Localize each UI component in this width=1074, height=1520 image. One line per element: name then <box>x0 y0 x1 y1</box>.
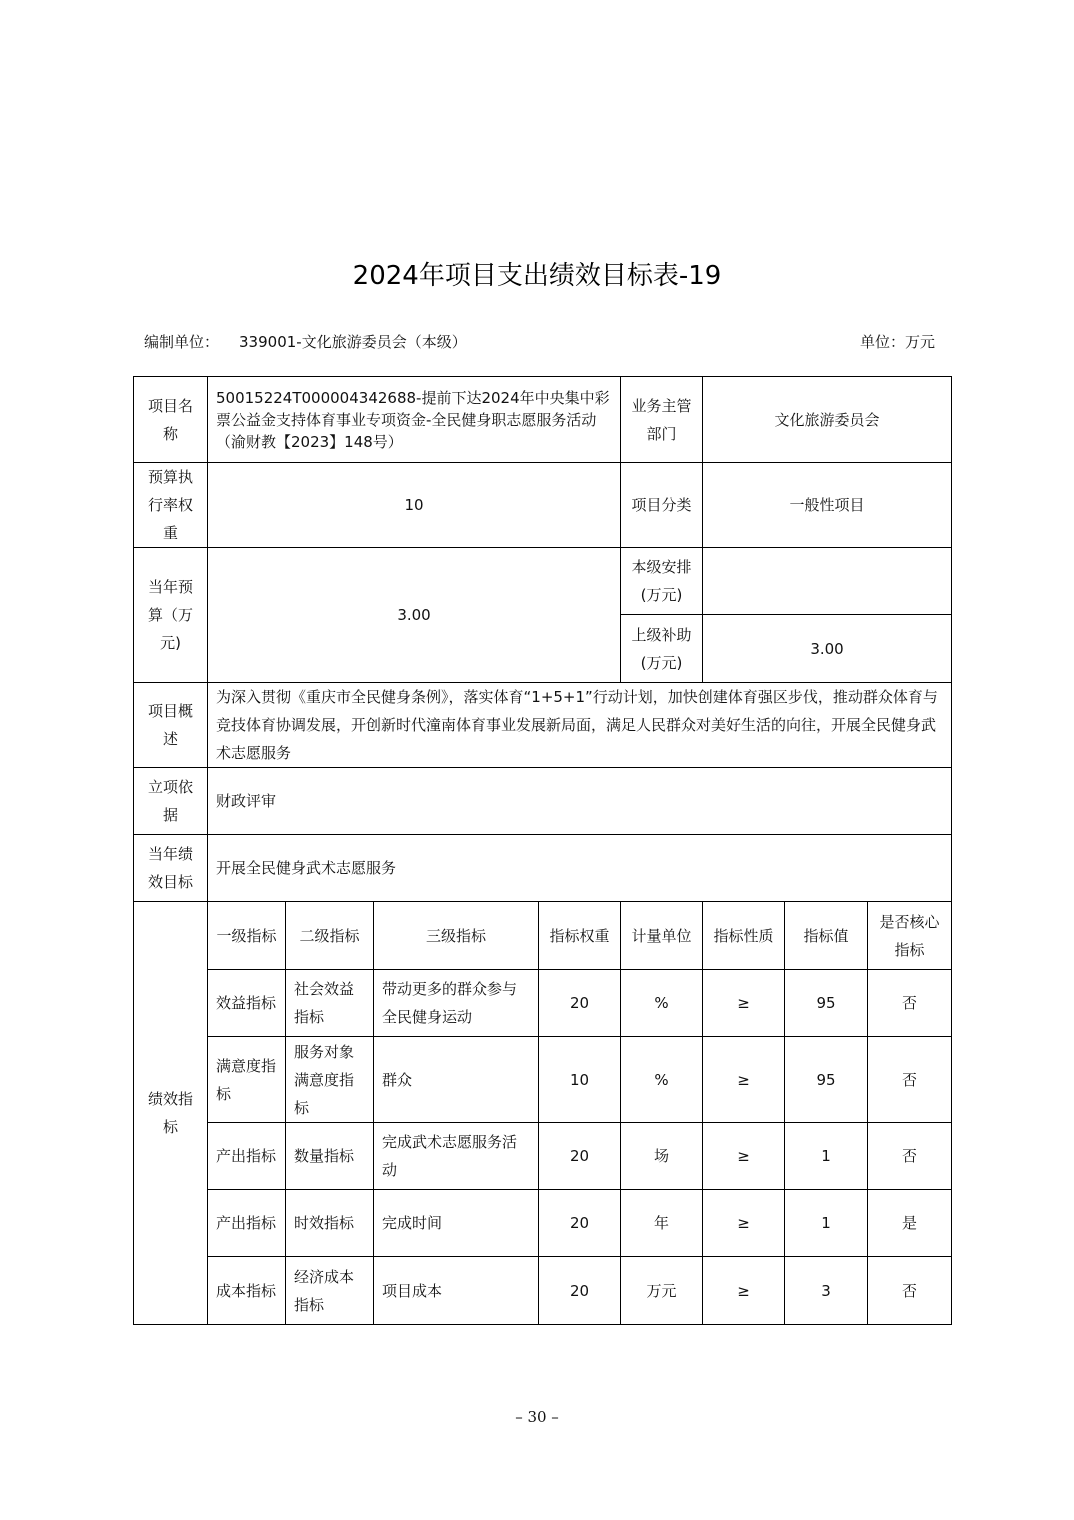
compiling-unit <box>144 331 467 353</box>
core-cell: 否 <box>868 1123 952 1190</box>
level2-cell: 时效指标 <box>286 1190 374 1257</box>
row-annual-budget <box>134 548 952 615</box>
category-value: 一般性项目 <box>703 463 952 548</box>
performance-indicators-label: 绩效指标 <box>134 902 208 1325</box>
header-level1: 一级指标 <box>208 902 286 970</box>
header-weight: 指标权重 <box>539 902 621 970</box>
weight-cell: 20 <box>539 1123 621 1190</box>
page-title: 2024年项目支出绩效目标表-19 <box>352 261 722 291</box>
row-basis <box>134 768 952 835</box>
row-budget-weight <box>134 463 952 548</box>
level1-cell: 满意度指标 <box>208 1037 286 1123</box>
dept-value: 文化旅游委员会 <box>703 377 952 463</box>
value-cell: 95 <box>785 970 868 1037</box>
header-unit: 计量单位 <box>621 902 703 970</box>
level1-cell: 成本指标 <box>208 1257 286 1325</box>
value-cell: 3 <box>785 1257 868 1325</box>
local-arrangement-label: 本级安排(万元) <box>621 548 703 615</box>
overview-value: 为深入贯彻《重庆市全民健身条例》，落实体育“1+5+1”行动计划，加快创建体育强区步伐，推动群众体育与竞技体育协调发展，开创新时代潼南体育事业发展新局面，满足人民群众对美好生活的向往，开展全民健身武术志愿服务 <box>208 683 952 768</box>
table-row <box>134 1123 952 1190</box>
unit-cell: 万元 <box>621 1257 703 1325</box>
level1-cell: 效益指标 <box>208 970 286 1037</box>
unit-cell: % <box>621 970 703 1037</box>
currency-unit: 单位：万元 <box>860 333 936 351</box>
weight-cell: 20 <box>539 1257 621 1325</box>
weight-cell: 20 <box>539 970 621 1037</box>
level3-cell: 群众 <box>374 1037 539 1123</box>
core-cell: 否 <box>868 970 952 1037</box>
annual-budget-label: 当年预算（万元) <box>134 548 208 683</box>
value-cell: 1 <box>785 1190 868 1257</box>
unit-cell: % <box>621 1037 703 1123</box>
compiling-unit-value: 339001-文化旅游委员会（本级） <box>239 333 467 351</box>
budget-weight-value: 10 <box>208 463 621 548</box>
level2-cell: 经济成本指标 <box>286 1257 374 1325</box>
row-overview <box>134 683 952 768</box>
table-row <box>134 970 952 1037</box>
upper-subsidy-label: 上级补助(万元) <box>621 615 703 683</box>
header-core: 是否核心指标 <box>868 902 952 970</box>
annual-budget-value: 3.00 <box>208 548 621 683</box>
table-row <box>134 1037 952 1123</box>
nature-cell: ≥ <box>703 1190 785 1257</box>
header-level2: 二级指标 <box>286 902 374 970</box>
header-level3: 三级指标 <box>374 902 539 970</box>
compiling-unit-label: 编制单位： <box>144 333 220 351</box>
row-annual-goal <box>134 835 952 902</box>
local-arrangement-value <box>703 548 952 615</box>
level3-cell: 完成时间 <box>374 1190 539 1257</box>
performance-target-table <box>133 376 952 1325</box>
upper-subsidy-value: 3.00 <box>703 615 952 683</box>
level2-cell: 数量指标 <box>286 1123 374 1190</box>
table-row <box>134 1257 952 1325</box>
unit-cell: 年 <box>621 1190 703 1257</box>
annual-goal-label: 当年绩效目标 <box>134 835 208 902</box>
table-row <box>134 1190 952 1257</box>
level2-cell: 社会效益指标 <box>286 970 374 1037</box>
overview-label: 项目概述 <box>134 683 208 768</box>
value-cell: 95 <box>785 1037 868 1123</box>
core-cell: 否 <box>868 1257 952 1325</box>
level1-cell: 产出指标 <box>208 1190 286 1257</box>
level2-cell: 服务对象满意度指标 <box>286 1037 374 1123</box>
project-name-value: 50015224T000004342688-提前下达2024年中央集中彩票公益金支持体育事业专项资金-全民健身职志愿服务活动（渝财教【2023】148号） <box>208 377 621 463</box>
annual-goal-value: 开展全民健身武术志愿服务 <box>208 835 952 902</box>
header-value: 指标值 <box>785 902 868 970</box>
header-nature: 指标性质 <box>703 902 785 970</box>
basis-value: 财政评审 <box>208 768 952 835</box>
level3-cell: 带动更多的群众参与全民健身运动 <box>374 970 539 1037</box>
page-number: – 30 – <box>515 1408 559 1426</box>
core-cell: 否 <box>868 1037 952 1123</box>
weight-cell: 10 <box>539 1037 621 1123</box>
category-label: 项目分类 <box>621 463 703 548</box>
nature-cell: ≥ <box>703 1257 785 1325</box>
value-cell: 1 <box>785 1123 868 1190</box>
level3-cell: 项目成本 <box>374 1257 539 1325</box>
project-name-label: 项目名称 <box>134 377 208 463</box>
nature-cell: ≥ <box>703 1037 785 1123</box>
level1-cell: 产出指标 <box>208 1123 286 1190</box>
core-cell: 是 <box>868 1190 952 1257</box>
nature-cell: ≥ <box>703 1123 785 1190</box>
basis-label: 立项依据 <box>134 768 208 835</box>
dept-label: 业务主管部门 <box>621 377 703 463</box>
level3-cell: 完成武术志愿服务活动 <box>374 1123 539 1190</box>
budget-weight-label: 预算执行率权重 <box>134 463 208 548</box>
weight-cell: 20 <box>539 1190 621 1257</box>
row-project-name <box>134 377 952 463</box>
unit-cell: 场 <box>621 1123 703 1190</box>
nature-cell: ≥ <box>703 970 785 1037</box>
indicator-header-row <box>134 902 952 970</box>
